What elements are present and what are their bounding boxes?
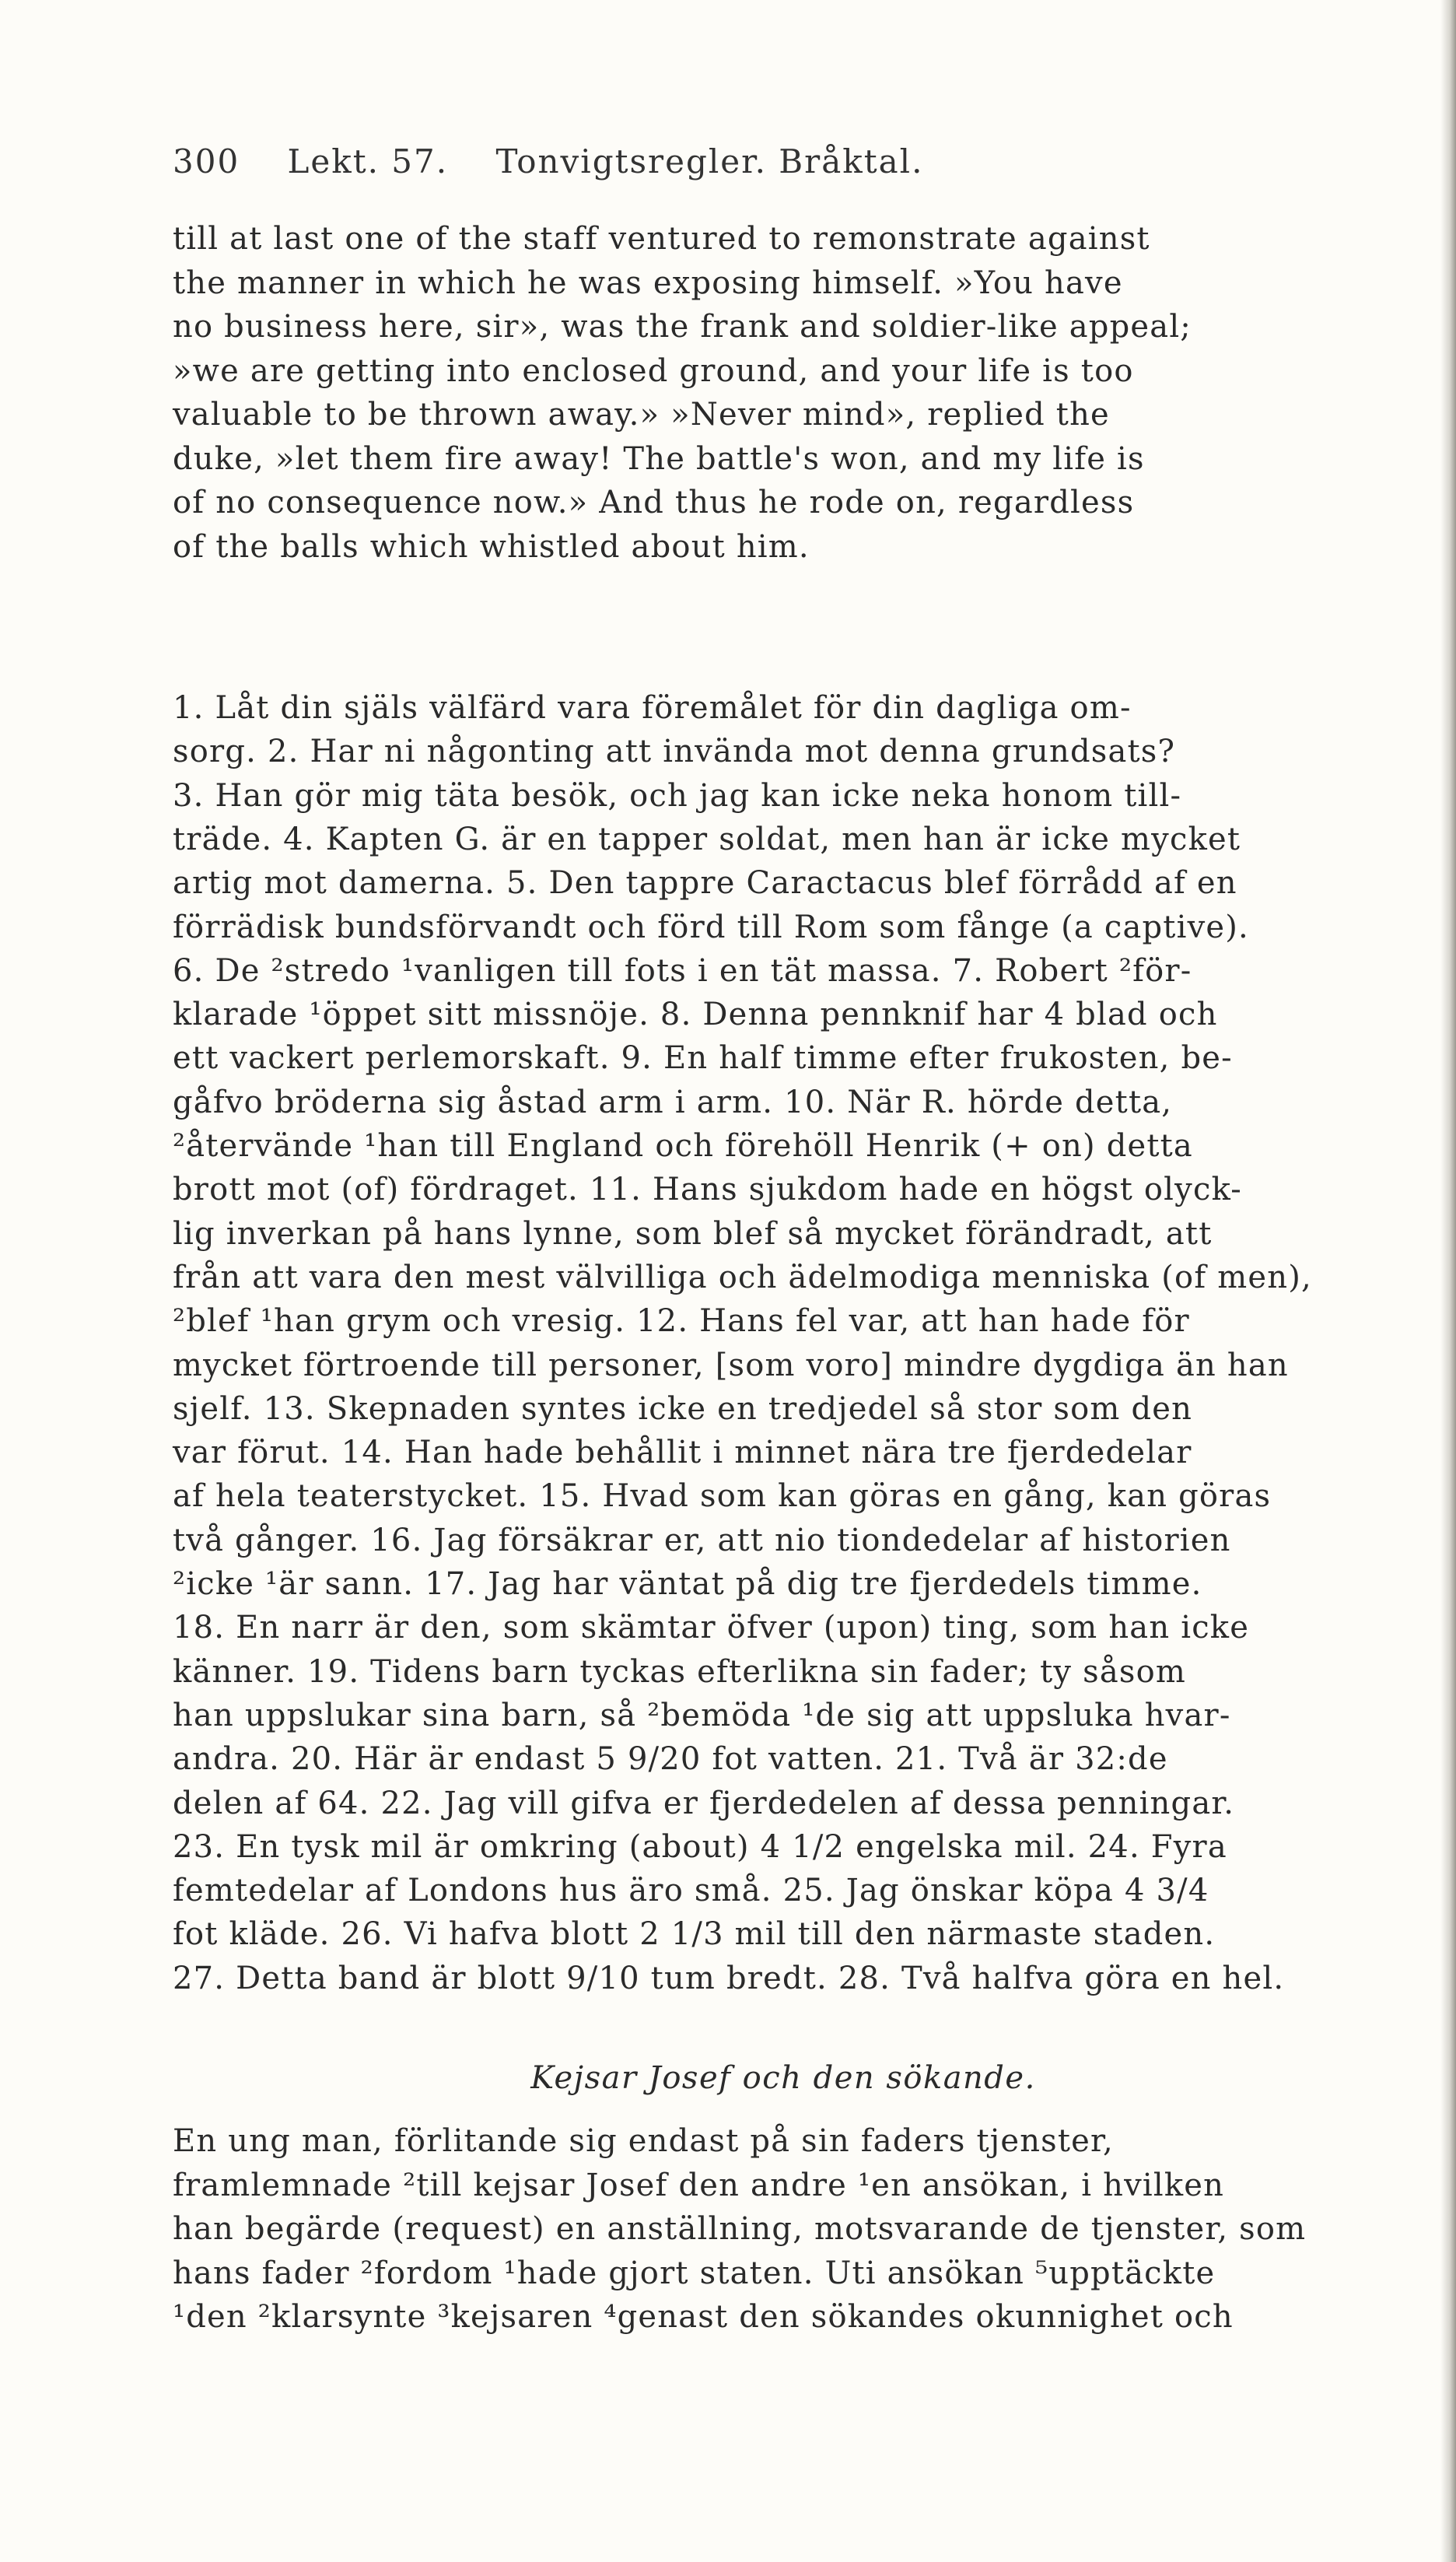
exercise-line: han uppslukar sina barn, så ²bemöda ¹de sig att uppsluka hvar- [173, 1697, 1231, 1733]
exercise-line: brott mot (of) fördraget. 11. Hans sjukdom hade en högst olyck- [173, 1172, 1243, 1208]
exercise-line: 23. En tysk mil är omkring (about) 4 1/2 engelska mil. 24. Fyra [173, 1828, 1227, 1865]
exercise-line: träde. 4. Kapten G. är en tapper soldat, men han är icke mycket [173, 821, 1241, 857]
exercise-line: artig mot damerna. 5. Den tappre Caractacus blef förrådd af en [173, 865, 1237, 902]
story-line: han begärde (request) en anställning, motsvarande de tjenster, som [173, 2211, 1307, 2247]
page-edge [1440, 0, 1456, 2562]
english-line: of no consequence now.» And thus he rode on, regardless [173, 485, 1135, 520]
story-line: framlemnade ²till kejsar Josef den andre ¹en ansökan, i hvilken [173, 2167, 1225, 2203]
exercise-line: femtedelar af Londons hus äro små. 25. Jag önskar köpa 4 3/4 [173, 1873, 1209, 1909]
exercise-line: ²icke ¹är sann. 17. Jag har väntat på dig tre fjerdedels timme. [173, 1566, 1202, 1602]
story-title: Kejsar Josef och den sökande. [530, 2060, 1036, 2096]
lesson-label: Lekt. 57. [287, 142, 449, 180]
exercise-line: ²återvände ¹han till England och förehöll Henrik (+ on) detta [173, 1128, 1193, 1164]
english-line: »we are getting into enclosed ground, and your life is too [173, 352, 1134, 389]
exercise-line: känner. 19. Tidens barn tyckas efterlikna sin fader; ty såsom [173, 1653, 1187, 1690]
exercise-line: andra. 20. Här är endast 5 9/20 fot vatten. 21. Två är 32:de [173, 1741, 1168, 1778]
exercise-line: mycket förtroende till personer, [som voro] mindre dygdiga än han [173, 1347, 1289, 1383]
exercise-line: från att vara den mest välvilliga och ädelmodiga menniska (of men), [173, 1259, 1312, 1295]
exercise-line: delen af 64. 22. Jag vill gifva er fjerdedelen af dessa penningar. [173, 1785, 1235, 1821]
exercise-line: fot kläde. 26. Vi hafva blott 2 1/3 mil till den närmaste staden. [173, 1916, 1216, 1953]
page-header [173, 142, 1370, 180]
english-line: the manner in which he was exposing himself. »You have [173, 265, 1123, 301]
exercise-line: 18. En narr är den, som skämtar öfver (upon) ting, som han icke [173, 1610, 1250, 1646]
story-line: En ung man, förlitande sig endast på sin faders tjenster, [173, 2123, 1114, 2159]
header-title: Tonvigtsregler. Bråktal. [495, 142, 924, 180]
exercise-line: 6. De ²stredo ¹vanligen till fots i en tät massa. 7. Robert ²för- [173, 952, 1192, 989]
exercise-line: 27. Detta band är blott 9/10 tum bredt. 28. Två halfva göra en hel. [173, 1960, 1285, 1996]
exercise-line: ²blef ¹han grym och vresig. 12. Hans fel var, att han hade för [173, 1303, 1190, 1340]
page-number: 300 [173, 142, 240, 180]
exercise-line: var förut. 14. Han hade behållit i minnet nära tre fjerdedelar [173, 1435, 1192, 1471]
story-line: ¹den ²klarsynte ³kejsaren ⁴genast den sökandes okunnighet och [173, 2299, 1234, 2335]
exercise-line: 1. Låt din själs välfärd vara föremålet för din dagliga om- [173, 690, 1132, 726]
exercise-line: två gånger. 16. Jag försäkrar er, att nio tiondedelar af historien [173, 1522, 1231, 1558]
exercise-line: af hela teaterstycket. 15. Hvad som kan göras en gång, kan göras [173, 1478, 1272, 1515]
exercise-line: lig inverkan på hans lynne, som blef så mycket förändradt, att [173, 1215, 1213, 1252]
english-line: no business here, sir», was the frank and soldier-like appeal; [173, 309, 1192, 345]
exercise-line: sjelf. 13. Skepnaden syntes icke en tredjedel så stor som den [173, 1390, 1193, 1427]
exercise-line: klarade ¹öppet sitt missnöje. 8. Denna pennknif har 4 blad och [173, 997, 1218, 1033]
exercise-line: sorg. 2. Har ni någonting att invända mot denna grundsats? [173, 734, 1176, 770]
story-line: hans fader ²fordom ¹hade gjort staten. Uti ansökan ⁵upptäckte [173, 2255, 1216, 2291]
exercise-line: förrädisk bundsförvandt och förd till Rom som fånge (a captive). [173, 909, 1249, 945]
english-line: till at last one of the staff ventured to remonstrate against [173, 221, 1150, 257]
english-line: duke, »let them fire away! The battle's won, and my life is [173, 440, 1145, 477]
english-line: of the balls which whistled about him. [173, 528, 810, 565]
exercise-line: ett vackert perlemorskaft. 9. En half timme efter frukosten, be- [173, 1040, 1233, 1077]
exercise-line: gåfvo bröderna sig åstad arm i arm. 10. När R. hörde detta, [173, 1084, 1173, 1120]
english-line: valuable to be thrown away.» »Never mind», replied the [173, 397, 1110, 433]
exercise-line: 3. Han gör mig täta besök, och jag kan icke neka honom till- [173, 777, 1182, 814]
